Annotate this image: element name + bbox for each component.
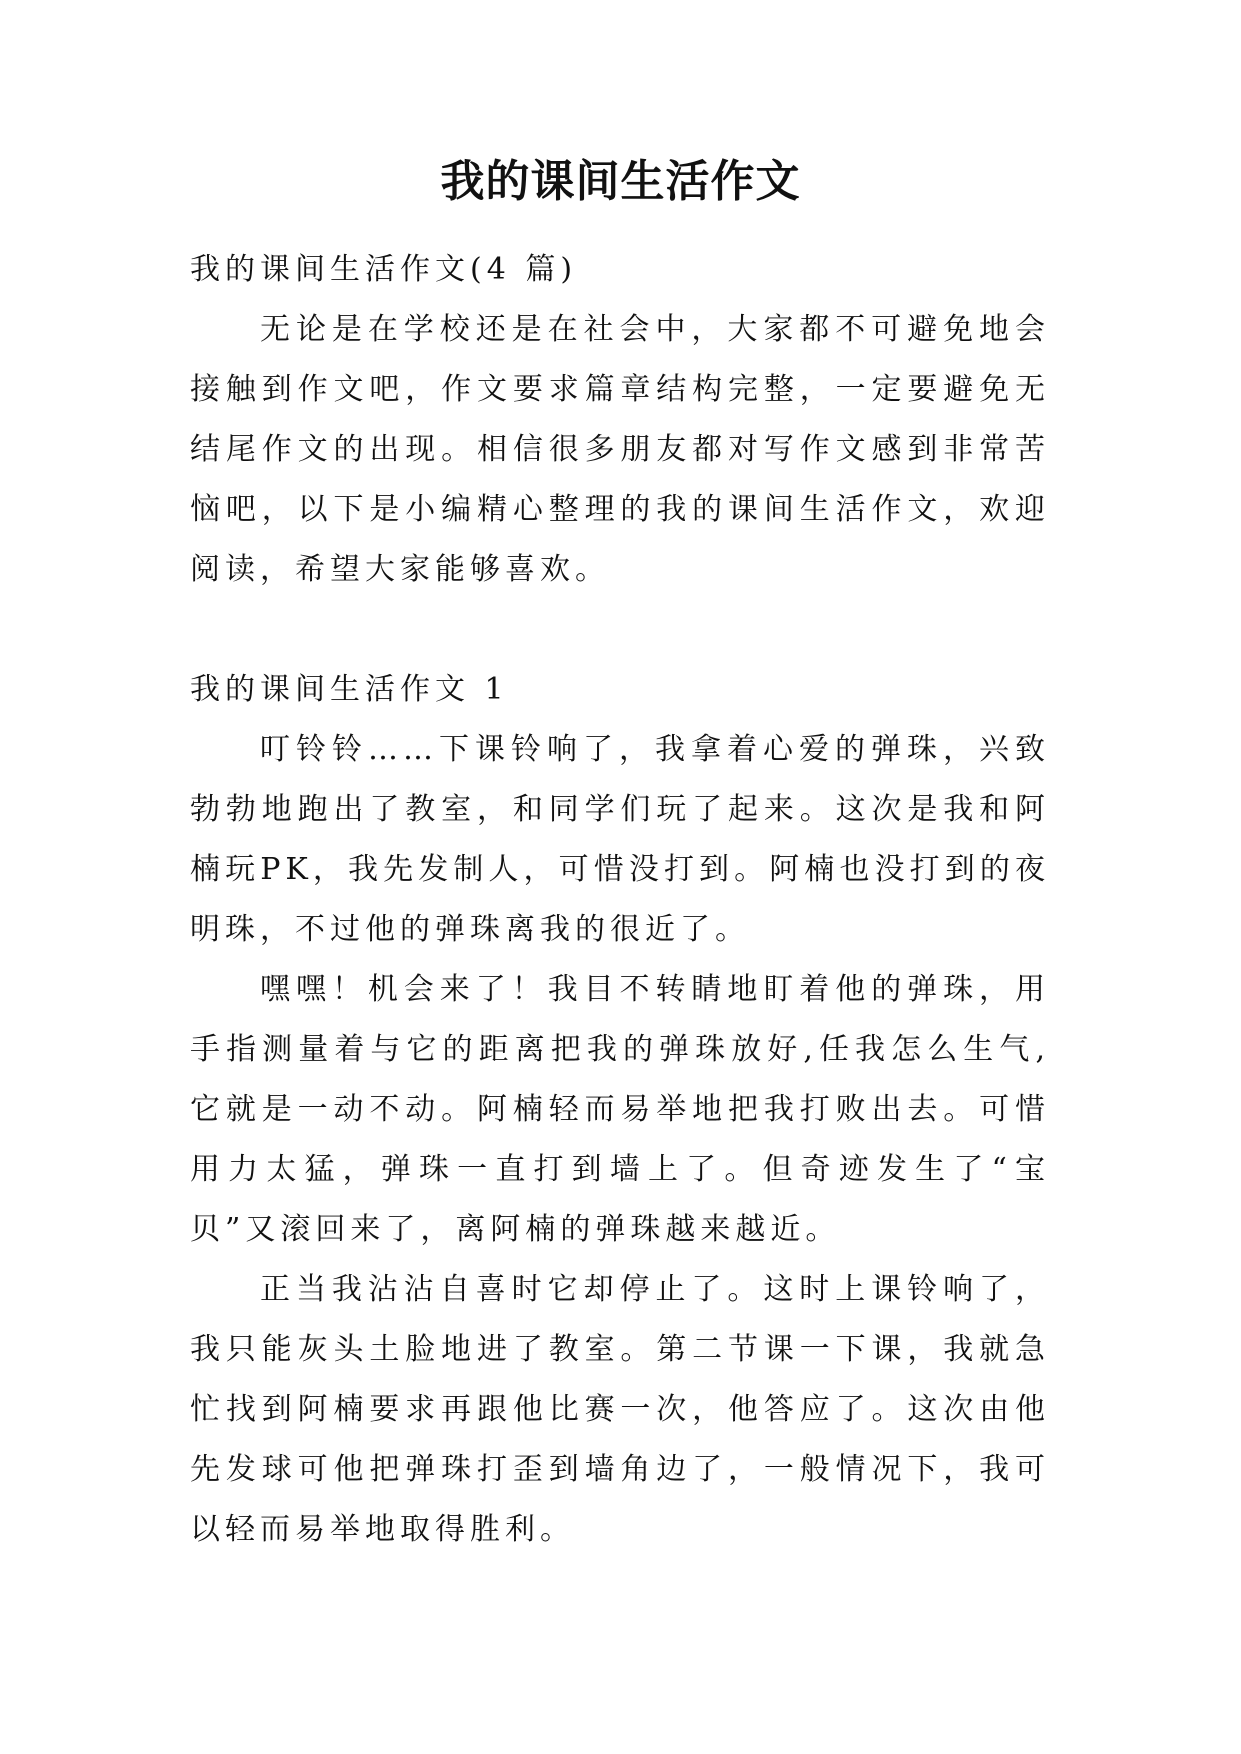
section-spacer bbox=[190, 600, 1050, 660]
essay-1-paragraph-1: 叮铃铃……下课铃响了，我拿着心爱的弹珠，兴致勃勃地跑出了教室，和同学们玩了起来。这次是我和阿楠玩PK，我先发制人，可惜没打到。阿楠也没打到的夜明珠，不过他的弹珠离我的很近了。 bbox=[190, 732, 1050, 947]
essay-1-paragraph-3: 正当我沾沾自喜时它却停止了。这时上课铃响了，我只能灰头土脸地进了教室。第二节课一下课，我就急忙找到阿楠要求再跟他比赛一次，他答应了。这次由他先发球可他把弹珠打歪到墙角边了，一般情况下，我可以轻而易举地取得胜利。 bbox=[190, 1272, 1050, 1547]
essay-1-paragraph-2: 嘿嘿！机会来了！我目不转睛地盯着他的弹珠，用手指测量着与它的距离把我的弹珠放好,任我怎么生气,它就是一动不动。阿楠轻而易举地把我打败出去。可惜用力太猛，弹珠一直打到墙上了。但奇迹发生了“宝贝”又滚回来了，离阿楠的弹珠越来越近。 bbox=[190, 972, 1050, 1247]
intro-paragraph: 无论是在学校还是在社会中，大家都不可避免地会接触到作文吧，作文要求篇章结构完整，一定要避免无结尾作文的出现。相信很多朋友都对写作文感到非常苦恼吧，以下是小编精心整理的我的课间生活作文，欢迎阅读，希望大家能够喜欢。 bbox=[190, 312, 1050, 587]
intro-heading: 我的课间生活作文(4 篇) bbox=[190, 252, 578, 287]
essay-1-heading: 我的课间生活作文 1 bbox=[190, 672, 509, 707]
document-body bbox=[190, 240, 1050, 1560]
document-title: 我的课间生活作文 bbox=[440, 156, 801, 207]
